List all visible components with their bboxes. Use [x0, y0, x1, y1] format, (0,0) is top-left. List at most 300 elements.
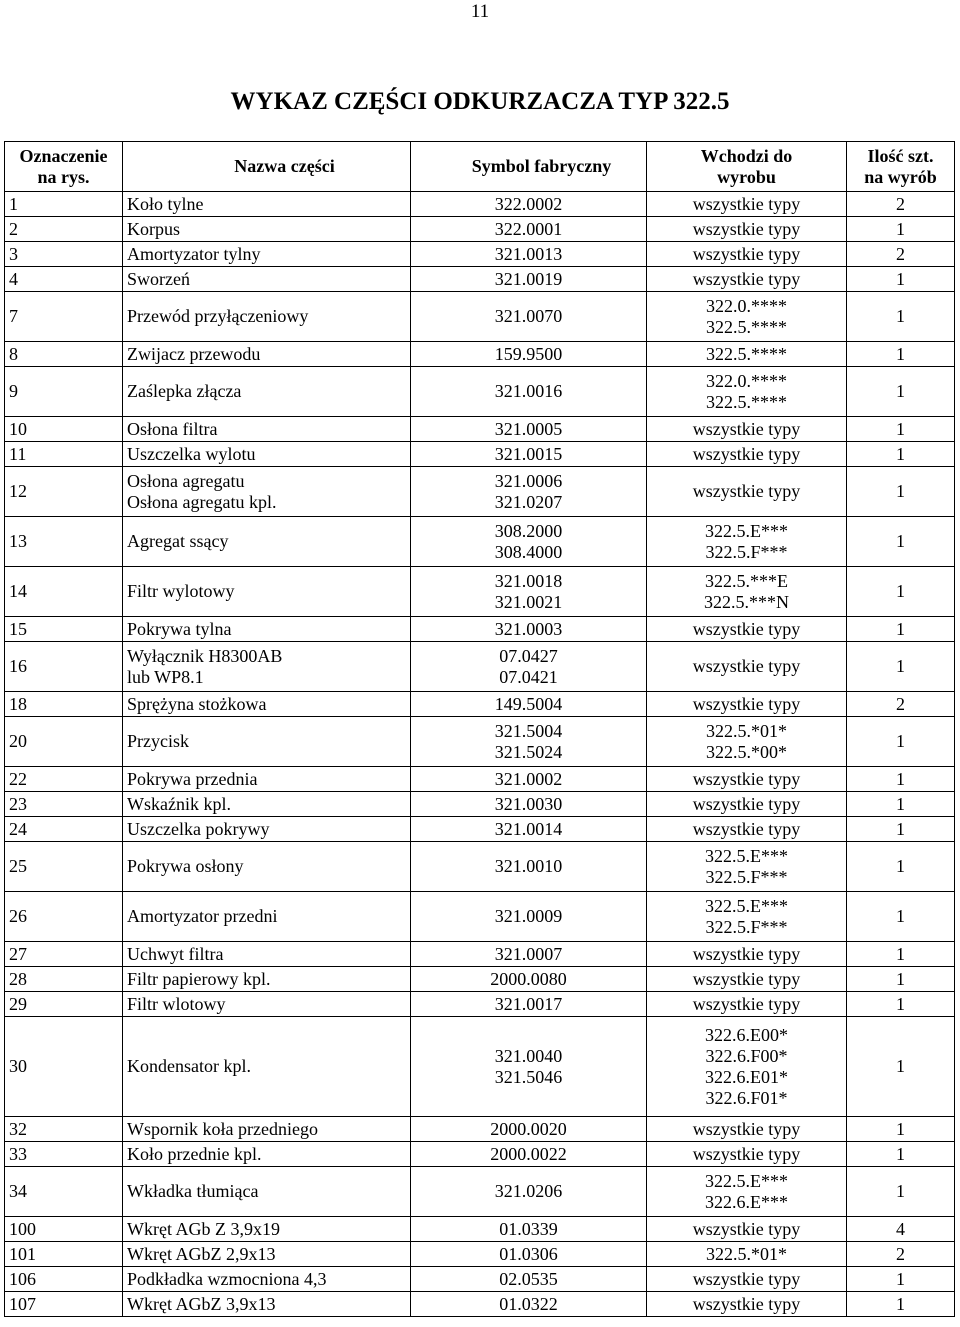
cell-nr-text: 26: [9, 906, 27, 926]
cell-symbol: [411, 1142, 647, 1167]
cell-fits-line: 322.5.***N: [704, 591, 789, 612]
cell-qty-text: 1: [896, 306, 905, 326]
cell-name: [123, 717, 411, 767]
cell-name-line: Pokrywa tylna: [127, 618, 232, 639]
cell-name: [123, 942, 411, 967]
cell-fits-line: wszystkie typy: [692, 618, 801, 639]
cell-symbol: [411, 417, 647, 442]
cell-name-line: Osłona filtra: [127, 418, 218, 439]
cell-nr: [5, 842, 123, 892]
cell-fits-line: wszystkie typy: [692, 1118, 801, 1139]
cell-fits: [647, 1217, 847, 1242]
cell-fits-line: wszystkie typy: [692, 1143, 801, 1164]
cell-symbol-line: 2000.0022: [490, 1143, 567, 1164]
cell-symbol-line: 321.0016: [494, 381, 563, 401]
table-row: [5, 367, 955, 417]
cell-fits: [647, 817, 847, 842]
cell-fits: [647, 417, 847, 442]
cell-name-line: Zwijacz przewodu: [127, 343, 261, 364]
cell-fits-line: wszystkie typy: [692, 1293, 801, 1314]
cell-nr: [5, 1117, 123, 1142]
header-name: [123, 142, 411, 192]
cell-nr-text: 15: [9, 618, 27, 639]
cell-symbol: [411, 792, 647, 817]
cell-name-line: Amortyzator tylny: [127, 243, 261, 264]
table-row: [5, 842, 955, 892]
cell-name: [123, 567, 411, 617]
cell-symbol-line: 321.0015: [494, 443, 563, 464]
cell-symbol-line: 321.5024: [494, 741, 563, 762]
cell-qty-text: 2: [896, 193, 905, 214]
cell-qty-text: 1: [896, 268, 905, 289]
cell-fits-line: 322.5.F***: [705, 916, 788, 937]
cell-qty-text: 1: [896, 818, 905, 839]
parts-table-header: [5, 142, 955, 192]
cell-fits-line: 322.6.F00*: [705, 1045, 788, 1066]
cell-symbol: [411, 567, 647, 617]
cell-fits: [647, 792, 847, 817]
cell-symbol-line: 2000.0080: [490, 968, 567, 989]
table-row: [5, 242, 955, 267]
cell-qty-text: 1: [896, 856, 905, 876]
cell-qty-text: 1: [896, 968, 905, 989]
cell-symbol-line: 321.0002: [494, 768, 563, 789]
cell-qty-text: 1: [896, 768, 905, 789]
cell-qty-text: 1: [896, 218, 905, 239]
cell-nr-text: 107: [9, 1293, 36, 1314]
cell-symbol-line: 07.0427: [499, 645, 558, 666]
cell-nr-text: 28: [9, 968, 27, 989]
cell-fits-line: 322.6.E***: [705, 1191, 788, 1212]
table-row: [5, 467, 955, 517]
cell-fits: [647, 267, 847, 292]
cell-name-line: Podkładka wzmocniona 4,3: [127, 1268, 327, 1289]
cell-nr-text: 25: [9, 856, 27, 876]
cell-symbol-line: 321.0019: [494, 268, 563, 289]
table-row: [5, 992, 955, 1017]
cell-fits-line: 322.0.****: [706, 370, 787, 391]
cell-qty: [847, 967, 955, 992]
cell-qty: [847, 342, 955, 367]
cell-name-line: lub WP8.1: [127, 666, 204, 687]
cell-nr-text: 14: [9, 581, 27, 601]
cell-nr: [5, 992, 123, 1017]
cell-nr-text: 33: [9, 1143, 27, 1164]
cell-fits: [647, 1292, 847, 1317]
cell-qty: [847, 417, 955, 442]
cell-fits: [647, 1242, 847, 1267]
cell-fits-line: wszystkie typy: [692, 243, 801, 264]
cell-fits: [647, 642, 847, 692]
header-qty-line2: na wyrób: [864, 166, 937, 187]
table-row: [5, 567, 955, 617]
cell-name: [123, 467, 411, 517]
cell-qty-text: 2: [896, 693, 905, 714]
cell-nr: [5, 242, 123, 267]
cell-symbol-line: 321.0207: [494, 491, 563, 512]
cell-name: [123, 892, 411, 942]
table-row: [5, 617, 955, 642]
header-symbol: [411, 142, 647, 192]
cell-symbol: [411, 267, 647, 292]
cell-qty: [847, 267, 955, 292]
cell-fits: [647, 842, 847, 892]
cell-fits: [647, 692, 847, 717]
cell-qty: [847, 692, 955, 717]
cell-qty: [847, 1292, 955, 1317]
table-row: [5, 817, 955, 842]
cell-nr: [5, 642, 123, 692]
cell-qty-text: 1: [896, 443, 905, 464]
cell-nr: [5, 942, 123, 967]
table-row: [5, 717, 955, 767]
cell-name: [123, 1267, 411, 1292]
cell-name: [123, 792, 411, 817]
cell-name: [123, 442, 411, 467]
cell-qty: [847, 617, 955, 642]
cell-name-line: Wyłącznik H8300AB: [127, 645, 283, 666]
cell-qty: [847, 1142, 955, 1167]
cell-symbol-line: 321.0010: [494, 856, 563, 876]
table-row: [5, 767, 955, 792]
cell-name-line: Agregat ssący: [127, 531, 229, 551]
cell-nr: [5, 192, 123, 217]
cell-symbol-line: 321.5004: [494, 720, 563, 741]
parts-table-body: [5, 192, 955, 1317]
header-nr: [5, 142, 123, 192]
cell-symbol-line: 322.0002: [494, 193, 563, 214]
cell-symbol: [411, 842, 647, 892]
cell-fits: [647, 217, 847, 242]
cell-qty-text: 1: [896, 581, 905, 601]
cell-name: [123, 817, 411, 842]
cell-fits: [647, 442, 847, 467]
cell-qty-text: 1: [896, 1056, 905, 1076]
cell-fits-line: 322.6.E01*: [705, 1066, 788, 1087]
cell-name: [123, 617, 411, 642]
cell-symbol-line: 321.0030: [494, 793, 563, 814]
cell-nr-text: 32: [9, 1118, 27, 1139]
cell-symbol: [411, 367, 647, 417]
cell-symbol-line: 321.0006: [494, 470, 563, 491]
cell-nr-text: 101: [9, 1243, 36, 1264]
cell-qty-text: 1: [896, 731, 905, 751]
cell-name-line: Filtr papierowy kpl.: [127, 968, 271, 989]
cell-qty-text: 1: [896, 1268, 905, 1289]
cell-fits: [647, 342, 847, 367]
table-row: [5, 192, 955, 217]
cell-symbol-line: 07.0421: [499, 666, 558, 687]
cell-qty-text: 1: [896, 1143, 905, 1164]
cell-fits-line: wszystkie typy: [692, 768, 801, 789]
cell-qty: [847, 1167, 955, 1217]
cell-fits: [647, 967, 847, 992]
cell-fits-line: wszystkie typy: [692, 1268, 801, 1289]
cell-qty-text: 1: [896, 418, 905, 439]
cell-fits-line: wszystkie typy: [692, 818, 801, 839]
cell-fits: [647, 992, 847, 1017]
cell-nr-text: 23: [9, 793, 27, 814]
table-row: [5, 217, 955, 242]
cell-name: [123, 767, 411, 792]
cell-nr: [5, 567, 123, 617]
cell-fits-line: wszystkie typy: [692, 943, 801, 964]
cell-name-line: Wskaźnik kpl.: [127, 793, 231, 814]
cell-fits-line: 322.5.E***: [705, 895, 788, 916]
cell-qty-text: 1: [896, 618, 905, 639]
cell-fits: [647, 1017, 847, 1117]
cell-name: [123, 992, 411, 1017]
cell-nr: [5, 692, 123, 717]
cell-nr: [5, 1017, 123, 1117]
cell-name: [123, 967, 411, 992]
cell-name: [123, 1142, 411, 1167]
table-row: [5, 442, 955, 467]
cell-nr: [5, 292, 123, 342]
header-name-text: Nazwa części: [234, 156, 335, 176]
cell-name-line: Pokrywa przednia: [127, 768, 258, 789]
cell-name-line: Osłona agregatu: [127, 470, 245, 491]
cell-symbol-line: 321.0014: [494, 818, 563, 839]
cell-name-line: Koło przednie kpl.: [127, 1143, 262, 1164]
cell-name-line: Amortyzator przedni: [127, 906, 278, 926]
cell-name-line: Sworzeń: [127, 268, 190, 289]
cell-name-line: Wkręt AGbZ 3,9x13: [127, 1293, 276, 1314]
cell-qty-text: 1: [896, 531, 905, 551]
cell-symbol-line: 321.0007: [494, 943, 563, 964]
cell-nr-text: 22: [9, 768, 27, 789]
cell-fits-line: 322.5.E***: [705, 845, 788, 866]
cell-nr-text: 34: [9, 1181, 27, 1201]
cell-name-line: Uchwyt filtra: [127, 943, 224, 964]
cell-qty: [847, 767, 955, 792]
cell-nr-text: 100: [9, 1218, 36, 1239]
cell-nr-text: 24: [9, 818, 27, 839]
cell-fits-line: wszystkie typy: [692, 268, 801, 289]
cell-name-line: Kondensator kpl.: [127, 1056, 251, 1076]
cell-symbol-line: 321.0003: [494, 618, 563, 639]
cell-nr: [5, 1217, 123, 1242]
cell-symbol-line: 308.2000: [494, 520, 563, 541]
header-fits-line2: wyrobu: [717, 166, 776, 187]
cell-symbol-line: 02.0535: [499, 1268, 558, 1289]
cell-symbol: [411, 1117, 647, 1142]
cell-nr: [5, 267, 123, 292]
cell-symbol: [411, 442, 647, 467]
cell-fits-line: wszystkie typy: [692, 418, 801, 439]
cell-name: [123, 842, 411, 892]
header-nr-line1: Oznaczenie: [19, 145, 108, 166]
cell-qty: [847, 517, 955, 567]
cell-fits-line: wszystkie typy: [692, 968, 801, 989]
header-fits: [647, 142, 847, 192]
cell-symbol: [411, 192, 647, 217]
cell-qty: [847, 192, 955, 217]
cell-fits-line: wszystkie typy: [692, 218, 801, 239]
cell-name-line: Uszczelka wylotu: [127, 443, 256, 464]
cell-name: [123, 692, 411, 717]
cell-symbol: [411, 467, 647, 517]
cell-qty: [847, 1217, 955, 1242]
cell-qty-text: 1: [896, 793, 905, 814]
cell-qty: [847, 717, 955, 767]
cell-nr-text: 10: [9, 418, 27, 439]
cell-qty: [847, 1117, 955, 1142]
cell-nr: [5, 892, 123, 942]
cell-name: [123, 192, 411, 217]
cell-fits-line: 322.5.E***: [705, 520, 788, 541]
table-row: [5, 517, 955, 567]
cell-nr-text: 16: [9, 656, 27, 676]
cell-fits-line: wszystkie typy: [692, 443, 801, 464]
cell-symbol: [411, 1217, 647, 1242]
cell-fits: [647, 367, 847, 417]
cell-name: [123, 267, 411, 292]
table-row: [5, 417, 955, 442]
header-nr-line2: na rys.: [37, 166, 90, 187]
cell-qty: [847, 442, 955, 467]
cell-symbol: [411, 717, 647, 767]
cell-fits: [647, 242, 847, 267]
cell-nr: [5, 367, 123, 417]
cell-symbol-line: 321.0018: [494, 570, 563, 591]
cell-fits-line: 322.5.****: [706, 316, 787, 337]
cell-symbol: [411, 1267, 647, 1292]
cell-symbol-line: 321.0013: [494, 243, 563, 264]
cell-nr: [5, 617, 123, 642]
table-row: [5, 342, 955, 367]
cell-nr-text: 3: [9, 243, 18, 264]
cell-qty: [847, 242, 955, 267]
cell-qty: [847, 942, 955, 967]
cell-symbol: [411, 992, 647, 1017]
cell-name: [123, 517, 411, 567]
header-qty: [847, 142, 955, 192]
header-row: [5, 142, 955, 192]
cell-fits-line: 322.5.*00*: [706, 741, 787, 762]
cell-name-line: Osłona agregatu kpl.: [127, 491, 277, 512]
cell-nr: [5, 1267, 123, 1292]
header-symbol-text: Symbol fabryczny: [471, 156, 612, 176]
cell-fits-line: wszystkie typy: [692, 481, 801, 501]
cell-name: [123, 1292, 411, 1317]
cell-fits-line: wszystkie typy: [692, 793, 801, 814]
cell-fits-line: 322.6.E00*: [705, 1024, 788, 1045]
cell-nr-text: 1: [9, 193, 18, 214]
cell-symbol-line: 149.5004: [494, 693, 563, 714]
table-row: [5, 1267, 955, 1292]
cell-qty-text: 1: [896, 1293, 905, 1314]
cell-fits: [647, 467, 847, 517]
cell-name: [123, 417, 411, 442]
cell-fits-line: wszystkie typy: [692, 993, 801, 1014]
cell-nr: [5, 417, 123, 442]
document-title: WYKAZ CZĘŚCI ODKURZACZA TYP 322.5: [230, 88, 730, 115]
cell-nr: [5, 792, 123, 817]
cell-name-line: Korpus: [127, 218, 180, 239]
cell-symbol: [411, 892, 647, 942]
cell-qty-text: 1: [896, 481, 905, 501]
cell-fits-line: 322.5.*01*: [706, 720, 787, 741]
cell-symbol: [411, 242, 647, 267]
cell-symbol: [411, 967, 647, 992]
parts-table: [4, 141, 955, 1317]
cell-qty: [847, 642, 955, 692]
cell-symbol: [411, 942, 647, 967]
table-row: [5, 1142, 955, 1167]
cell-fits: [647, 292, 847, 342]
table-row: [5, 267, 955, 292]
cell-symbol: [411, 1292, 647, 1317]
page-number: 11: [470, 1, 490, 22]
cell-symbol: [411, 767, 647, 792]
cell-symbol: [411, 1017, 647, 1117]
cell-fits-line: wszystkie typy: [692, 693, 801, 714]
table-row: [5, 967, 955, 992]
cell-nr: [5, 1142, 123, 1167]
cell-nr: [5, 217, 123, 242]
cell-symbol: [411, 292, 647, 342]
cell-qty-text: 1: [896, 343, 905, 364]
cell-name-line: Koło tylne: [127, 193, 204, 214]
cell-name: [123, 1217, 411, 1242]
cell-symbol: [411, 1242, 647, 1267]
cell-qty: [847, 292, 955, 342]
cell-qty: [847, 217, 955, 242]
cell-fits: [647, 567, 847, 617]
cell-name: [123, 292, 411, 342]
cell-nr-text: 11: [9, 443, 27, 464]
cell-symbol-line: 321.5046: [494, 1066, 563, 1087]
cell-fits: [647, 1117, 847, 1142]
cell-symbol-line: 308.4000: [494, 541, 563, 562]
cell-nr-text: 18: [9, 693, 27, 714]
cell-name-line: Zaślepka złącza: [127, 381, 242, 401]
cell-nr-text: 106: [9, 1268, 36, 1289]
cell-name-line: Pokrywa osłony: [127, 856, 244, 876]
cell-symbol-line: 322.0001: [494, 218, 563, 239]
cell-symbol-line: 321.0206: [494, 1181, 563, 1201]
cell-fits-line: 322.5.F***: [705, 541, 788, 562]
cell-name: [123, 1117, 411, 1142]
cell-qty: [847, 842, 955, 892]
cell-fits-line: 322.5.****: [706, 343, 787, 364]
cell-nr-text: 27: [9, 943, 27, 964]
table-row: [5, 1117, 955, 1142]
cell-name-line: Filtr wylotowy: [127, 581, 235, 601]
cell-qty: [847, 1267, 955, 1292]
cell-name: [123, 642, 411, 692]
cell-symbol-line: 321.0005: [494, 418, 563, 439]
table-row: [5, 292, 955, 342]
cell-qty-text: 1: [896, 906, 905, 926]
header-fits-line1: Wchodzi do: [700, 145, 793, 166]
cell-symbol: [411, 1167, 647, 1217]
cell-name: [123, 1242, 411, 1267]
cell-qty: [847, 1242, 955, 1267]
table-row: [5, 1167, 955, 1217]
cell-qty: [847, 792, 955, 817]
table-row: [5, 1017, 955, 1117]
cell-qty-text: 1: [896, 943, 905, 964]
cell-symbol: [411, 617, 647, 642]
cell-symbol: [411, 817, 647, 842]
cell-qty-text: 1: [896, 1181, 905, 1201]
cell-nr-text: 7: [9, 306, 18, 326]
cell-name-line: Filtr wlotowy: [127, 993, 226, 1014]
cell-symbol-line: 01.0322: [499, 1293, 558, 1314]
cell-name-line: Przewód przyłączeniowy: [127, 306, 309, 326]
